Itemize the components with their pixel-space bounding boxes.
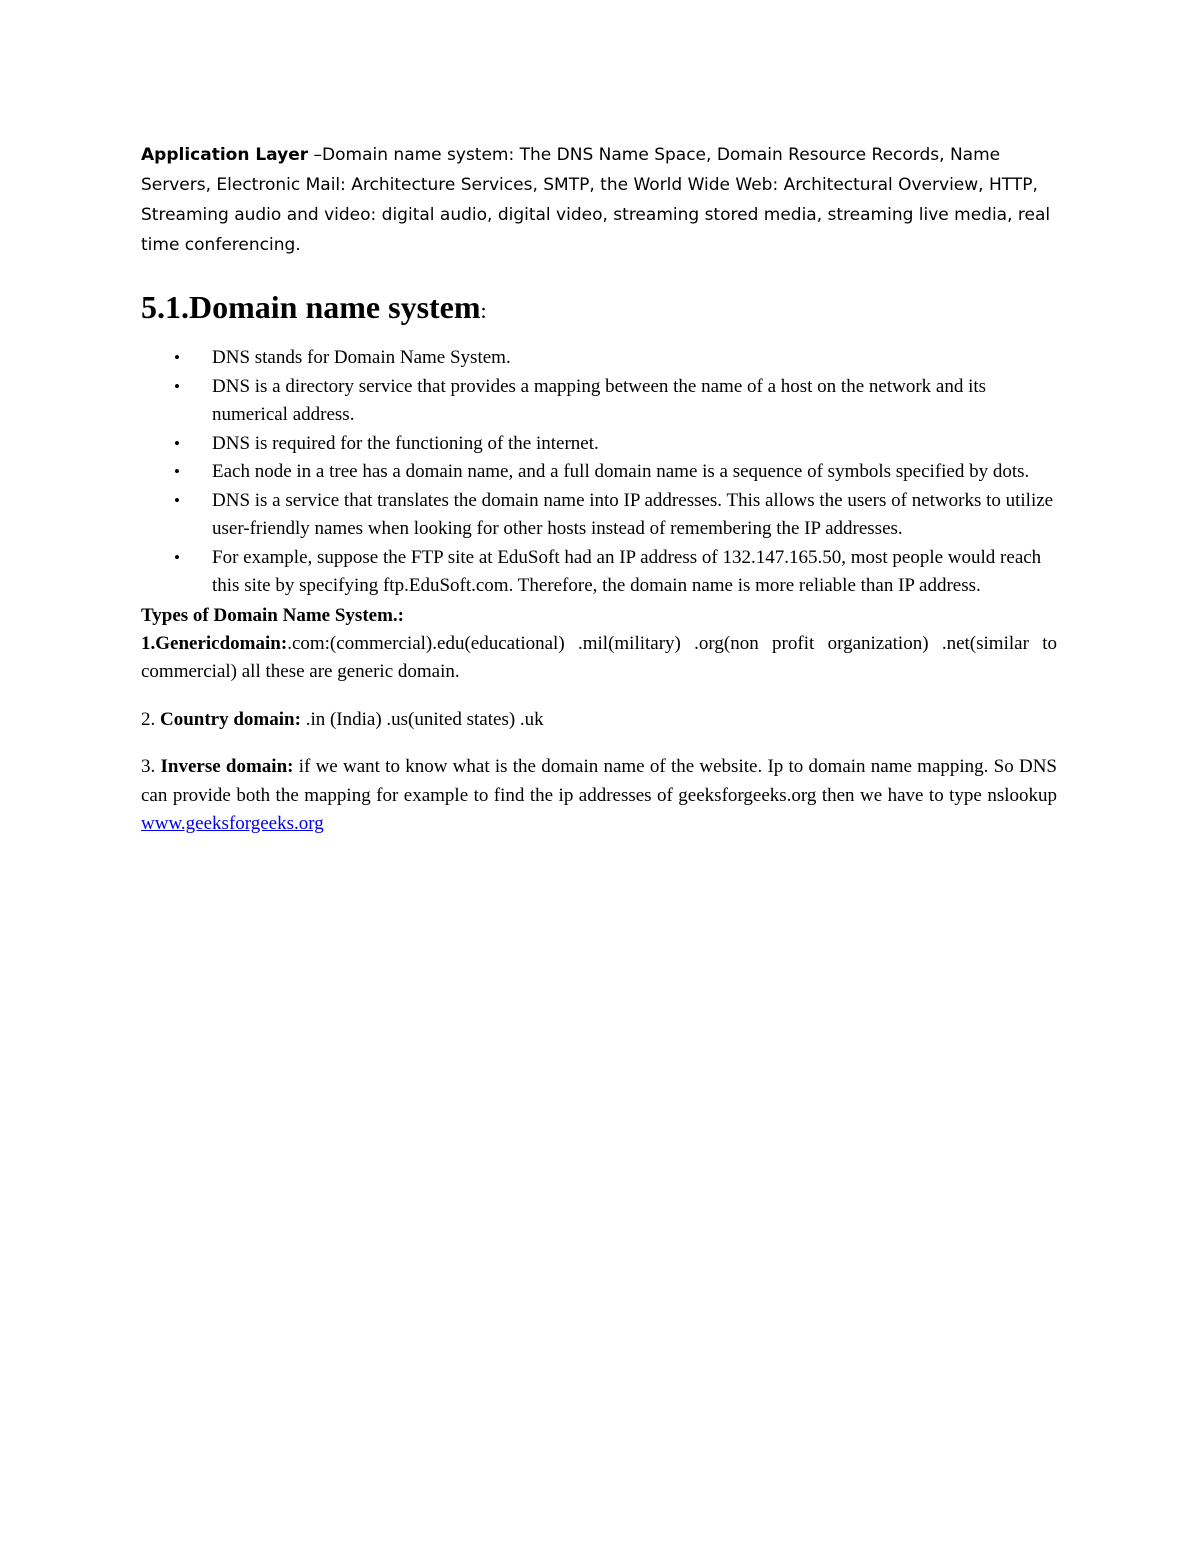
generic-domain-text: .com:(commercial).edu(educational) .mil(military) .org(non profit organization) .net(similar to commercial) all these are generic domain.	[141, 632, 1057, 682]
bullet-icon: •	[174, 376, 180, 396]
section-heading	[141, 282, 1057, 336]
inverse-domain-prefix: 3.	[141, 756, 161, 777]
list-item-text: DNS is required for the functioning of the internet.	[212, 432, 599, 454]
list-item-text: Each node in a tree has a domain name, and a full domain name is a sequence of symbols specified by dots.	[212, 461, 1030, 482]
inverse-domain-paragraph	[141, 753, 1057, 839]
section-title: 5.1.Domain name system	[141, 289, 481, 325]
bullet-icon: •	[174, 490, 180, 510]
generic-domain-paragraph	[141, 630, 1057, 687]
generic-domain-label: 1.Genericdomain:	[141, 632, 288, 654]
list-item-text: DNS is a directory service that provides a mapping between the name of a host on the network and its numerical address.	[212, 375, 987, 425]
inverse-domain-text: if we want to know what is the domain name of the website. Ip to domain name mapping. So DNS can provide both the mapping for example to find the ip addresses of geeksforgeeks.org then we have to type nslookup	[141, 756, 1057, 806]
list-item	[141, 458, 1057, 487]
country-domain-paragraph	[141, 706, 1057, 735]
bullet-icon: •	[174, 462, 180, 481]
dns-bullet-list	[141, 344, 1057, 601]
geeksforgeeks-link[interactable]: www.geeksforgeeks.org	[141, 813, 324, 834]
bullet-icon: •	[174, 348, 180, 367]
intro-text: –Domain name system: The DNS Name Space, Domain Resource Records, Name Servers, Electronic Mail: Architecture Services, SMTP, the World Wide Web: Architectural Overview, HTTP, Streaming audio and video: digital audio, digital video, streaming stored media, streaming live media, real time conferencing.	[141, 145, 1051, 255]
country-domain-prefix: 2.	[141, 708, 160, 730]
intro-paragraph	[141, 140, 1057, 260]
list-item	[141, 344, 1057, 373]
inverse-domain-label: Inverse domain:	[160, 756, 294, 777]
list-item-text: DNS stands for Domain Name System.	[212, 347, 511, 368]
types-heading: Types of Domain Name System.:	[141, 604, 404, 626]
list-item	[141, 487, 1057, 544]
section-title-colon: :	[480, 298, 487, 323]
list-item	[141, 373, 1057, 430]
bullet-icon: •	[174, 433, 180, 453]
list-item-text: DNS is a service that translates the domain name into IP addresses. This allows the users of networks to utilize user-friendly names when looking for other hosts instead of remembering the IP addresses.	[212, 489, 1054, 539]
page-content	[141, 140, 1057, 839]
list-item-text: For example, suppose the FTP site at EduSoft had an IP address of 132.147.165.50, most people would reach this site by specifying ftp.EduSoft.com. Therefore, the domain name is more reliable than IP address.	[212, 546, 1042, 596]
country-domain-text: .in (India) .us(united states) .uk	[300, 708, 544, 730]
country-domain-label: Country domain:	[160, 708, 301, 730]
list-item	[141, 544, 1057, 601]
intro-bold-label: Application Layer	[141, 145, 309, 165]
bullet-icon: •	[174, 547, 180, 567]
list-item	[141, 430, 1057, 459]
